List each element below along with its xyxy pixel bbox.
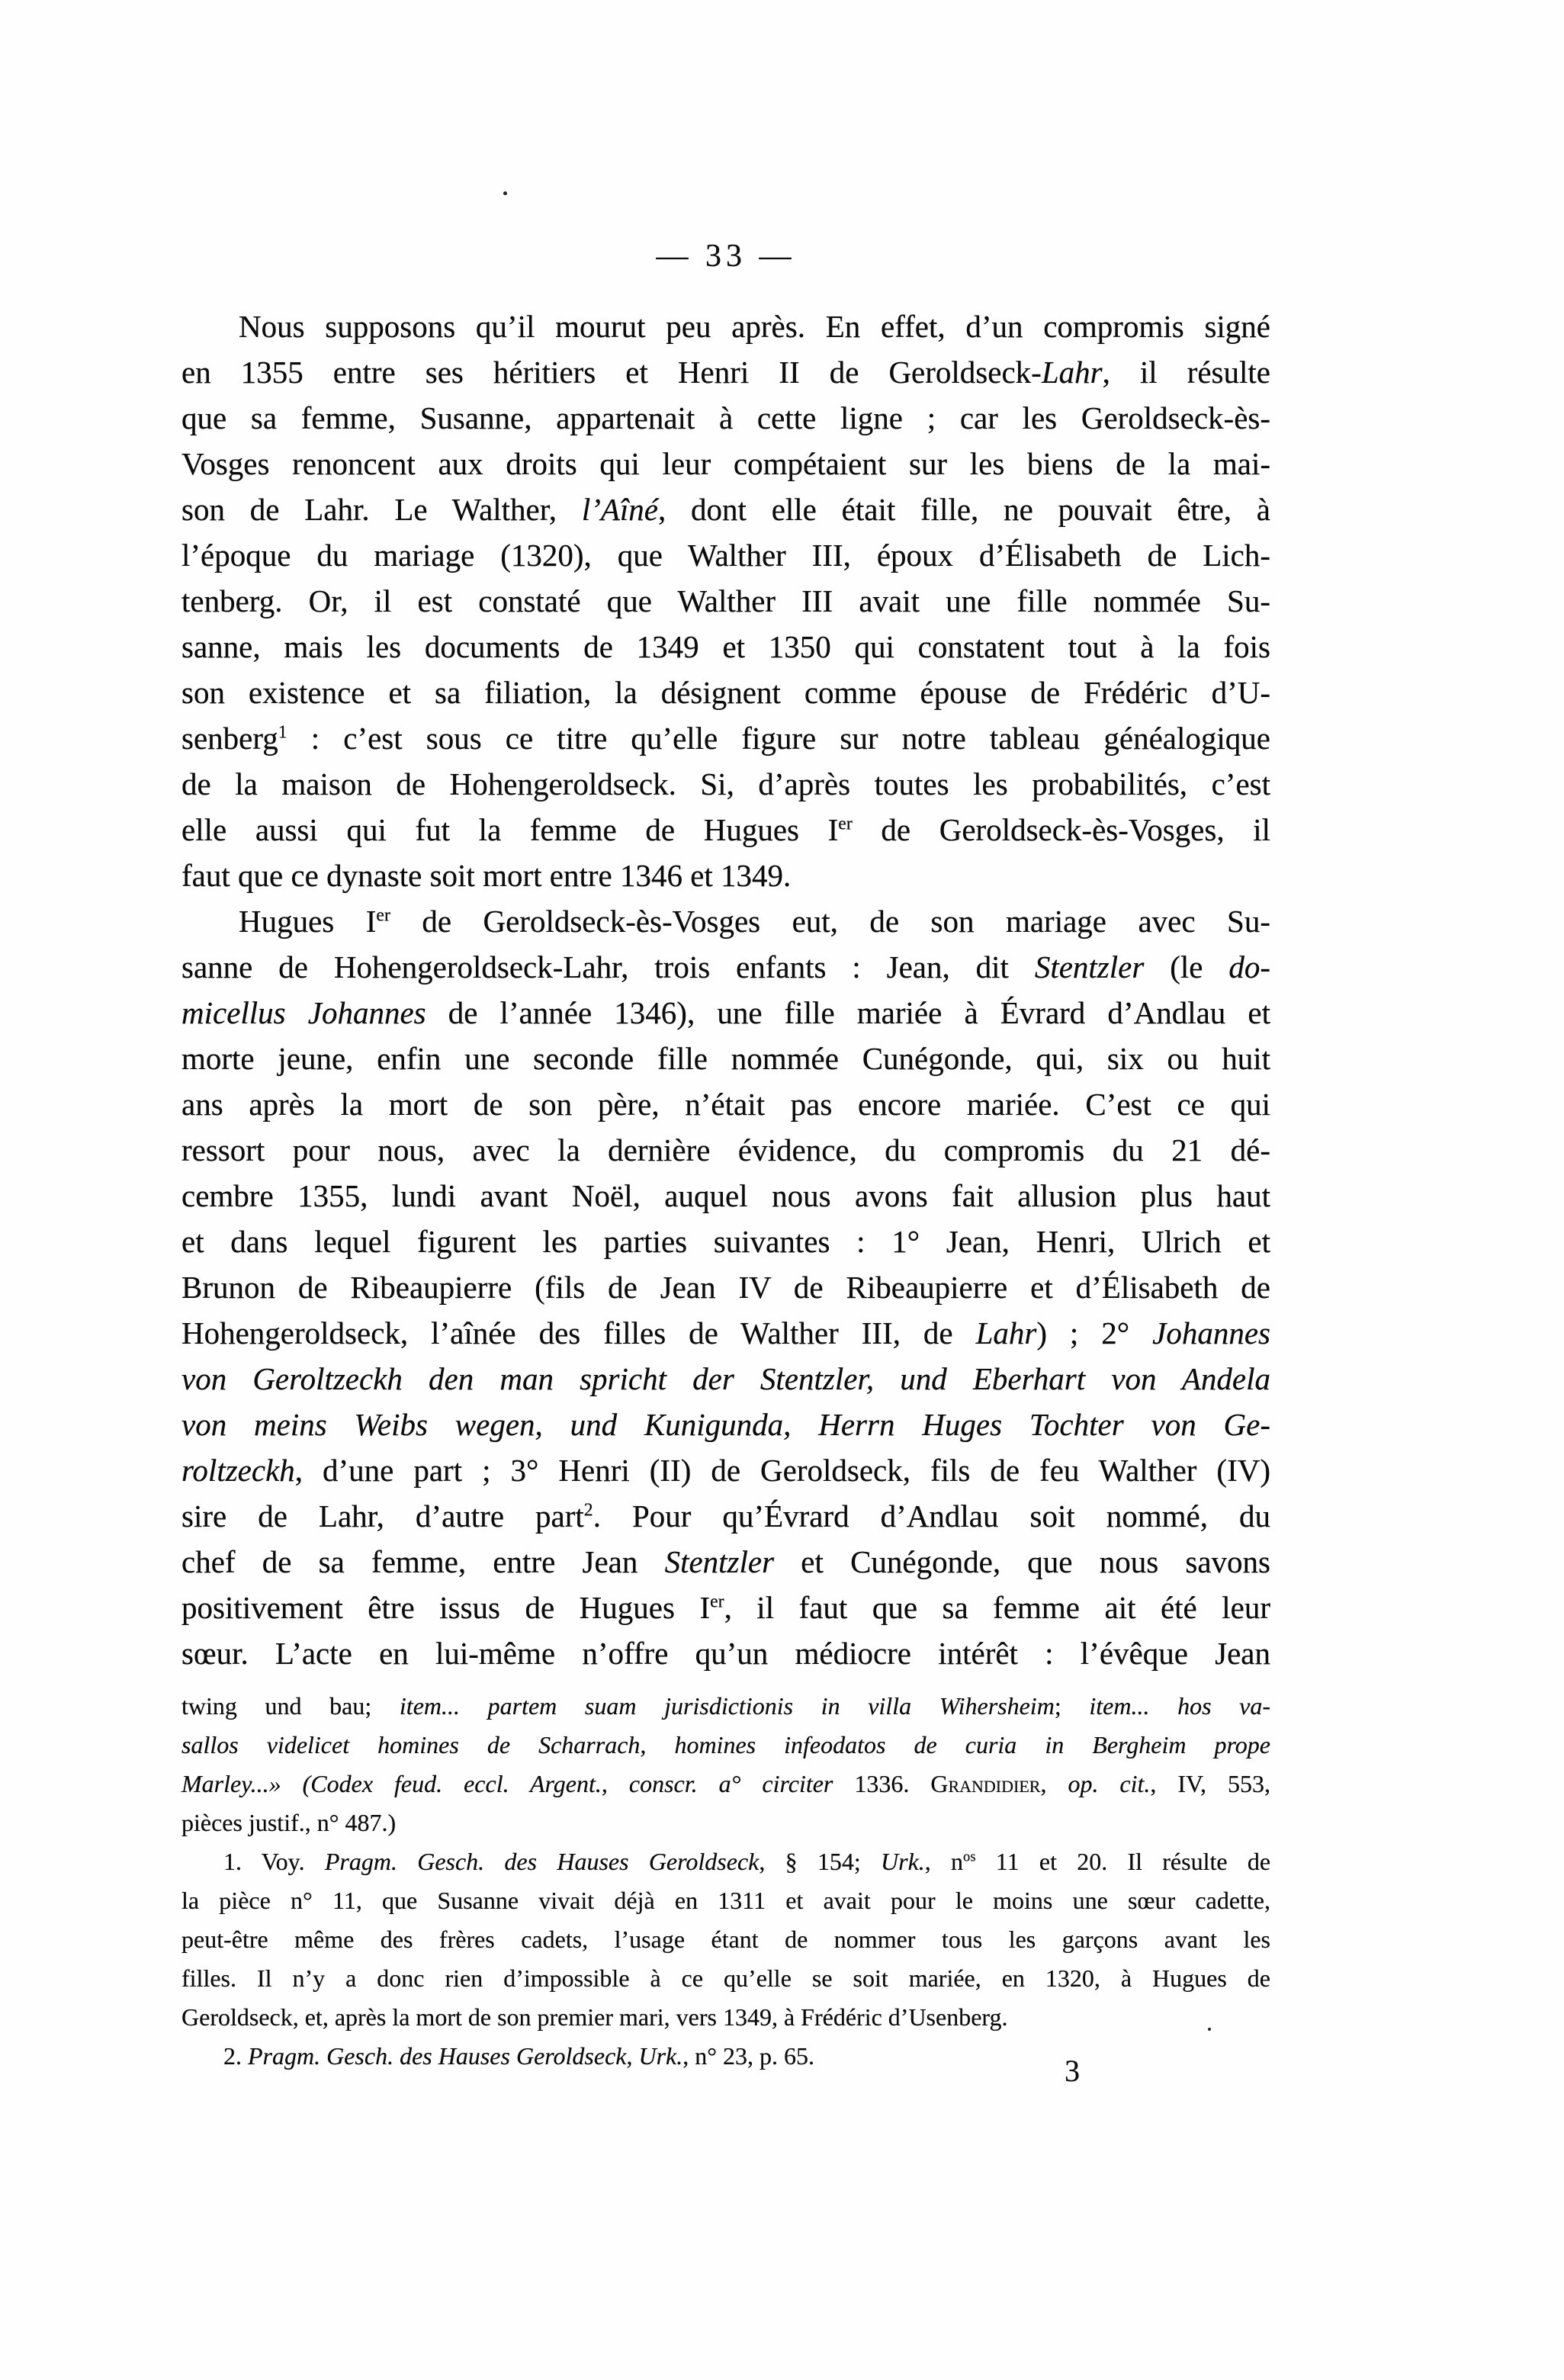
text-line: sanne de Hohengeroldseck-Lahr, trois enfants : Jean, dit Stentzler (le do- xyxy=(181,949,1270,984)
text-line: Vosges renoncent aux droits qui leur compétaient sur les biens de la mai- xyxy=(181,446,1270,481)
text-line: twing und bau; item... partem suam jurisdictionis in villa Wihersheim; item... hos va- xyxy=(181,1692,1271,1720)
main-text-block xyxy=(181,304,1270,1676)
text-line: sanne, mais les documents de 1349 et 1350 qui constatent tout à la fois xyxy=(181,629,1270,664)
text-line: peut-être même des frères cadets, l’usage étant de nommer tous les garçons avant les xyxy=(181,1926,1270,1953)
text-line: micellus Johannes de l’année 1346), une fille mariée à Évrard d’Andlau et xyxy=(181,995,1270,1030)
footnote-block xyxy=(181,1687,1270,2076)
text-line: 1. Voy. Pragm. Gesch. des Hauses Geroldseck, § 154; Urk., $n^{os}$ 11 et 20. Il résulte de xyxy=(223,1848,1271,1875)
text-line: chef de sa femme, entre Jean Stentzler et Cunégonde, que nous savons xyxy=(181,1544,1270,1579)
text-line: 2. Pragm. Gesch. des Hauses Geroldseck, Urk., n° 23, p. 65. xyxy=(223,2042,815,2070)
text-line: Nous supposons qu’il mourut peu après. En effet, d’un compromis signé xyxy=(239,309,1270,344)
text-line: de la maison de Hohengeroldseck. Si, d’après toutes les probabilités, c’est xyxy=(181,766,1270,801)
text-line: roltzeckh, d’une part ; 3° Henri (II) de Geroldseck, fils de feu Walther (IV) xyxy=(181,1453,1270,1488)
text-line: Hugues Ier de Geroldseck-ès-Vosges eut, de son mariage avec Su- xyxy=(239,904,1270,939)
ink-speck xyxy=(503,191,507,195)
text-line: en 1355 entre ses héritiers et Henri II de Geroldseck-Lahr, il résulte xyxy=(181,355,1270,390)
text-line: son existence et sa filiation, la désignent comme épouse de Frédéric d’U- xyxy=(181,675,1270,710)
text-line: que sa femme, Susanne, appartenait à cette ligne ; car les Geroldseck-ès- xyxy=(181,400,1270,435)
text-line: Hohengeroldseck, l’aînée des filles de Walther III, de Lahr) ; 2° Johannes xyxy=(181,1315,1270,1351)
text-line: senberg$^1$ : c’est sous ce titre qu’elle figure sur notre tableau généalogique xyxy=(181,721,1270,756)
text-line: son de Lahr. Le Walther, l’Aîné, dont elle était fille, ne pouvait être, à xyxy=(181,492,1270,527)
signature-mark: 3 xyxy=(1065,2054,1080,2088)
text-line: la pièce n° 11, que Susanne vivait déjà en 1311 et avait pour le moins une sœur cadette, xyxy=(181,1887,1270,1914)
text-line: et dans lequel figurent les parties suivantes : 1° Jean, Henri, Ulrich et xyxy=(181,1224,1270,1259)
text-line: ans après la mort de son père, n’était pas encore mariée. C’est ce qui xyxy=(181,1087,1270,1122)
text-line: ressort pour nous, avec la dernière évidence, du compromis du 21 dé- xyxy=(181,1132,1270,1168)
ink-speck xyxy=(1208,2028,1211,2031)
text-line: filles. Il n’y a donc rien d’impossible à ce qu’elle se soit mariée, en 1320, à Hugues de xyxy=(181,1964,1270,1992)
text-line: sallos videlicet homines de Scharrach, homines infeodatos de curia in Bergheim prope xyxy=(181,1731,1270,1759)
text-line: tenberg. Or, il est constaté que Walther III avait une fille nommée Su- xyxy=(181,583,1270,618)
text-line: Geroldseck, et, après la mort de son premier mari, vers 1349, à Frédéric d’Usenberg. xyxy=(181,2003,1008,2031)
text-line: morte jeune, enfin une seconde fille nommée Cunégonde, qui, six ou huit xyxy=(181,1041,1270,1076)
text-line: Brunon de Ribeaupierre (fils de Jean IV de Ribeaupierre et d’Élisabeth de xyxy=(181,1270,1270,1305)
text-line: positivement être issus de Hugues Ier, il faut que sa femme ait été leur xyxy=(181,1590,1270,1625)
text-line: von Geroltzeckh den man spricht der Stentzler, und Eberhart von Andela xyxy=(181,1361,1270,1396)
text-line: cembre 1355, lundi avant Noël, auquel nous avons fait allusion plus haut xyxy=(181,1178,1270,1213)
text-line: sœur. L’acte en lui-même n’offre qu’un médiocre intérêt : l’évêque Jean xyxy=(181,1636,1270,1671)
text-line: von meins Weibs wegen, und Kunigunda, Herrn Huges Tochter von Ge- xyxy=(181,1407,1270,1442)
text-line: Marley...» (Codex feud. eccl. Argent., conscr. a° circiter 1336. Grandidier, op. cit., IV, 553, xyxy=(181,1770,1271,1797)
text-line: l’époque du mariage (1320), que Walther III, époux d’Élisabeth de Lich- xyxy=(181,538,1270,573)
text-line: pièces justif., n° 487.) xyxy=(181,1809,397,1836)
text-line: faut que ce dynaste soit mort entre 1346 et 1349. xyxy=(181,858,792,893)
page-number-header: — 33 — xyxy=(656,239,796,274)
text-line: elle aussi qui fut la femme de Hugues Ier de Geroldseck-ès-Vosges, il xyxy=(181,812,1270,847)
text-line: sire de Lahr, d’autre part$^2$. Pour qu’Évrard d’Andlau soit nommé, du xyxy=(181,1498,1270,1534)
